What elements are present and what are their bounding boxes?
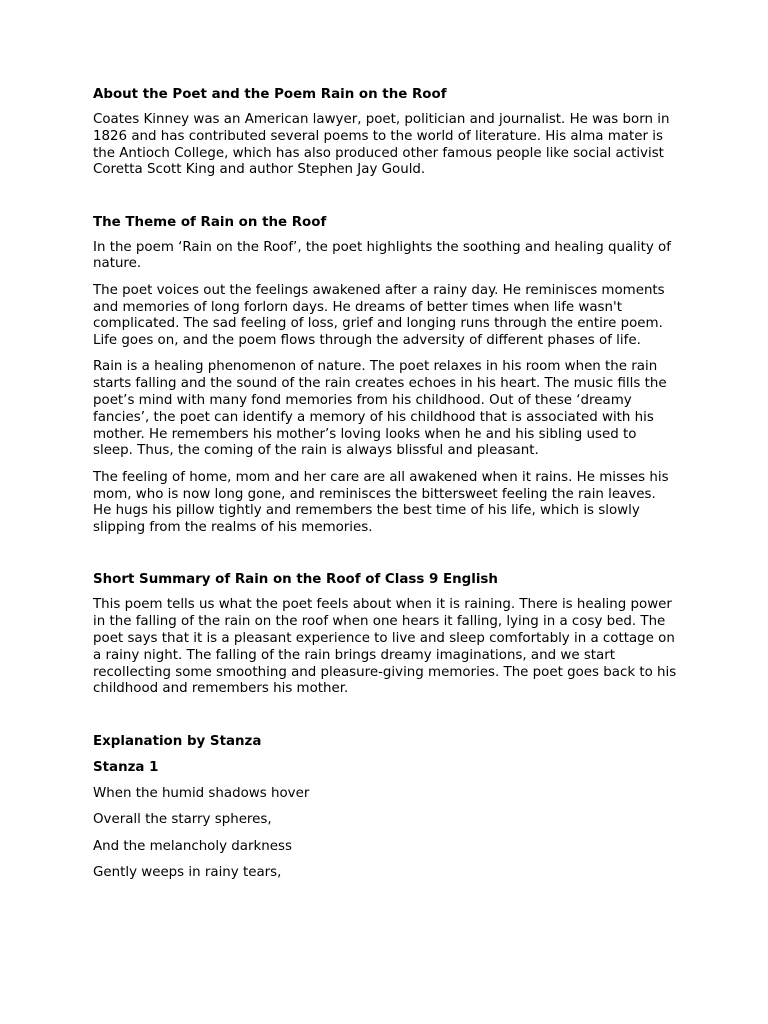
poem-line: And the melancholy darkness: [93, 838, 292, 854]
section-gap: [93, 546, 678, 571]
section-heading-about: About the Poet and the Poem Rain on the Roof: [93, 87, 447, 102]
poem-line: Gently weeps in rainy tears,: [93, 865, 282, 881]
poem-line: Overall the starry spheres,: [93, 812, 272, 828]
section-gap: [93, 189, 678, 214]
document-page: [93, 86, 678, 891]
section-gap: [93, 708, 678, 733]
section-heading-explanation: Explanation by Stanza: [93, 733, 262, 749]
stanza-heading: Stanza 1: [93, 759, 159, 775]
poem-line: When the humid shadows hover: [93, 785, 310, 801]
paragraph: In the poem ‘Rain on the Roof’, the poet highlights the soothing and healing quality of nature.: [93, 239, 671, 272]
section-heading-summary: Short Summary of Rain on the Roof of Class 9 English: [93, 572, 498, 588]
paragraph: Rain is a healing phenomenon of nature. The poet relaxes in his room when the rain starts falling and the sound of the rain creates echoes in his heart. The music fills the poet’s mind with many fond memories from his childhood. Out of these ‘dreamy fancies’, the poet can identify a memory of his childhood that is associated with his mother. He remembers his mother’s loving looks when he and his sibling used to sleep. Thus, the coming of the rain is always blissful and pleasant.: [93, 359, 667, 459]
paragraph: The feeling of home, mom and her care are all awakened when it rains. He misses his mom, who is now long gone, and reminisces the bittersweet feeling the rain leaves. He hugs his pillow tightly and remembers the best time of his life, which is slowly slipping from the realms of his memories.: [93, 469, 669, 536]
paragraph: This poem tells us what the poet feels about when it is raining. There is healing power in the falling of the rain on the roof when one hears it falling, lying in a cosy bed. The poet says that it is a pleasant experience to live and sleep comfortably in a cottage on a rainy night. The falling of the rain brings dreamy imaginations, and we start recollecting some smoothing and pleasure-giving memories. The poet goes back to his childhood and remembers his mother.: [93, 597, 677, 697]
paragraph: The poet voices out the feelings awakened after a rainy day. He reminisces moments and memories of long forlorn days. He dreams of better times when life wasn't complicated. The sad feeling of loss, grief and longing runs through the entire poem. Life goes on, and the poem flows through the adversity of different phases of life.: [93, 282, 665, 349]
section-heading-theme: The Theme of Rain on the Roof: [93, 214, 327, 230]
paragraph: Coates Kinney was an American lawyer, poet, politician and journalist. He was born in 1826 and has contributed several poems to the world of literature. His alma mater is the Antioch College, which has also produced other famous people like social activist Coretta Scott King and author Stephen Jay Gould.: [93, 112, 670, 178]
